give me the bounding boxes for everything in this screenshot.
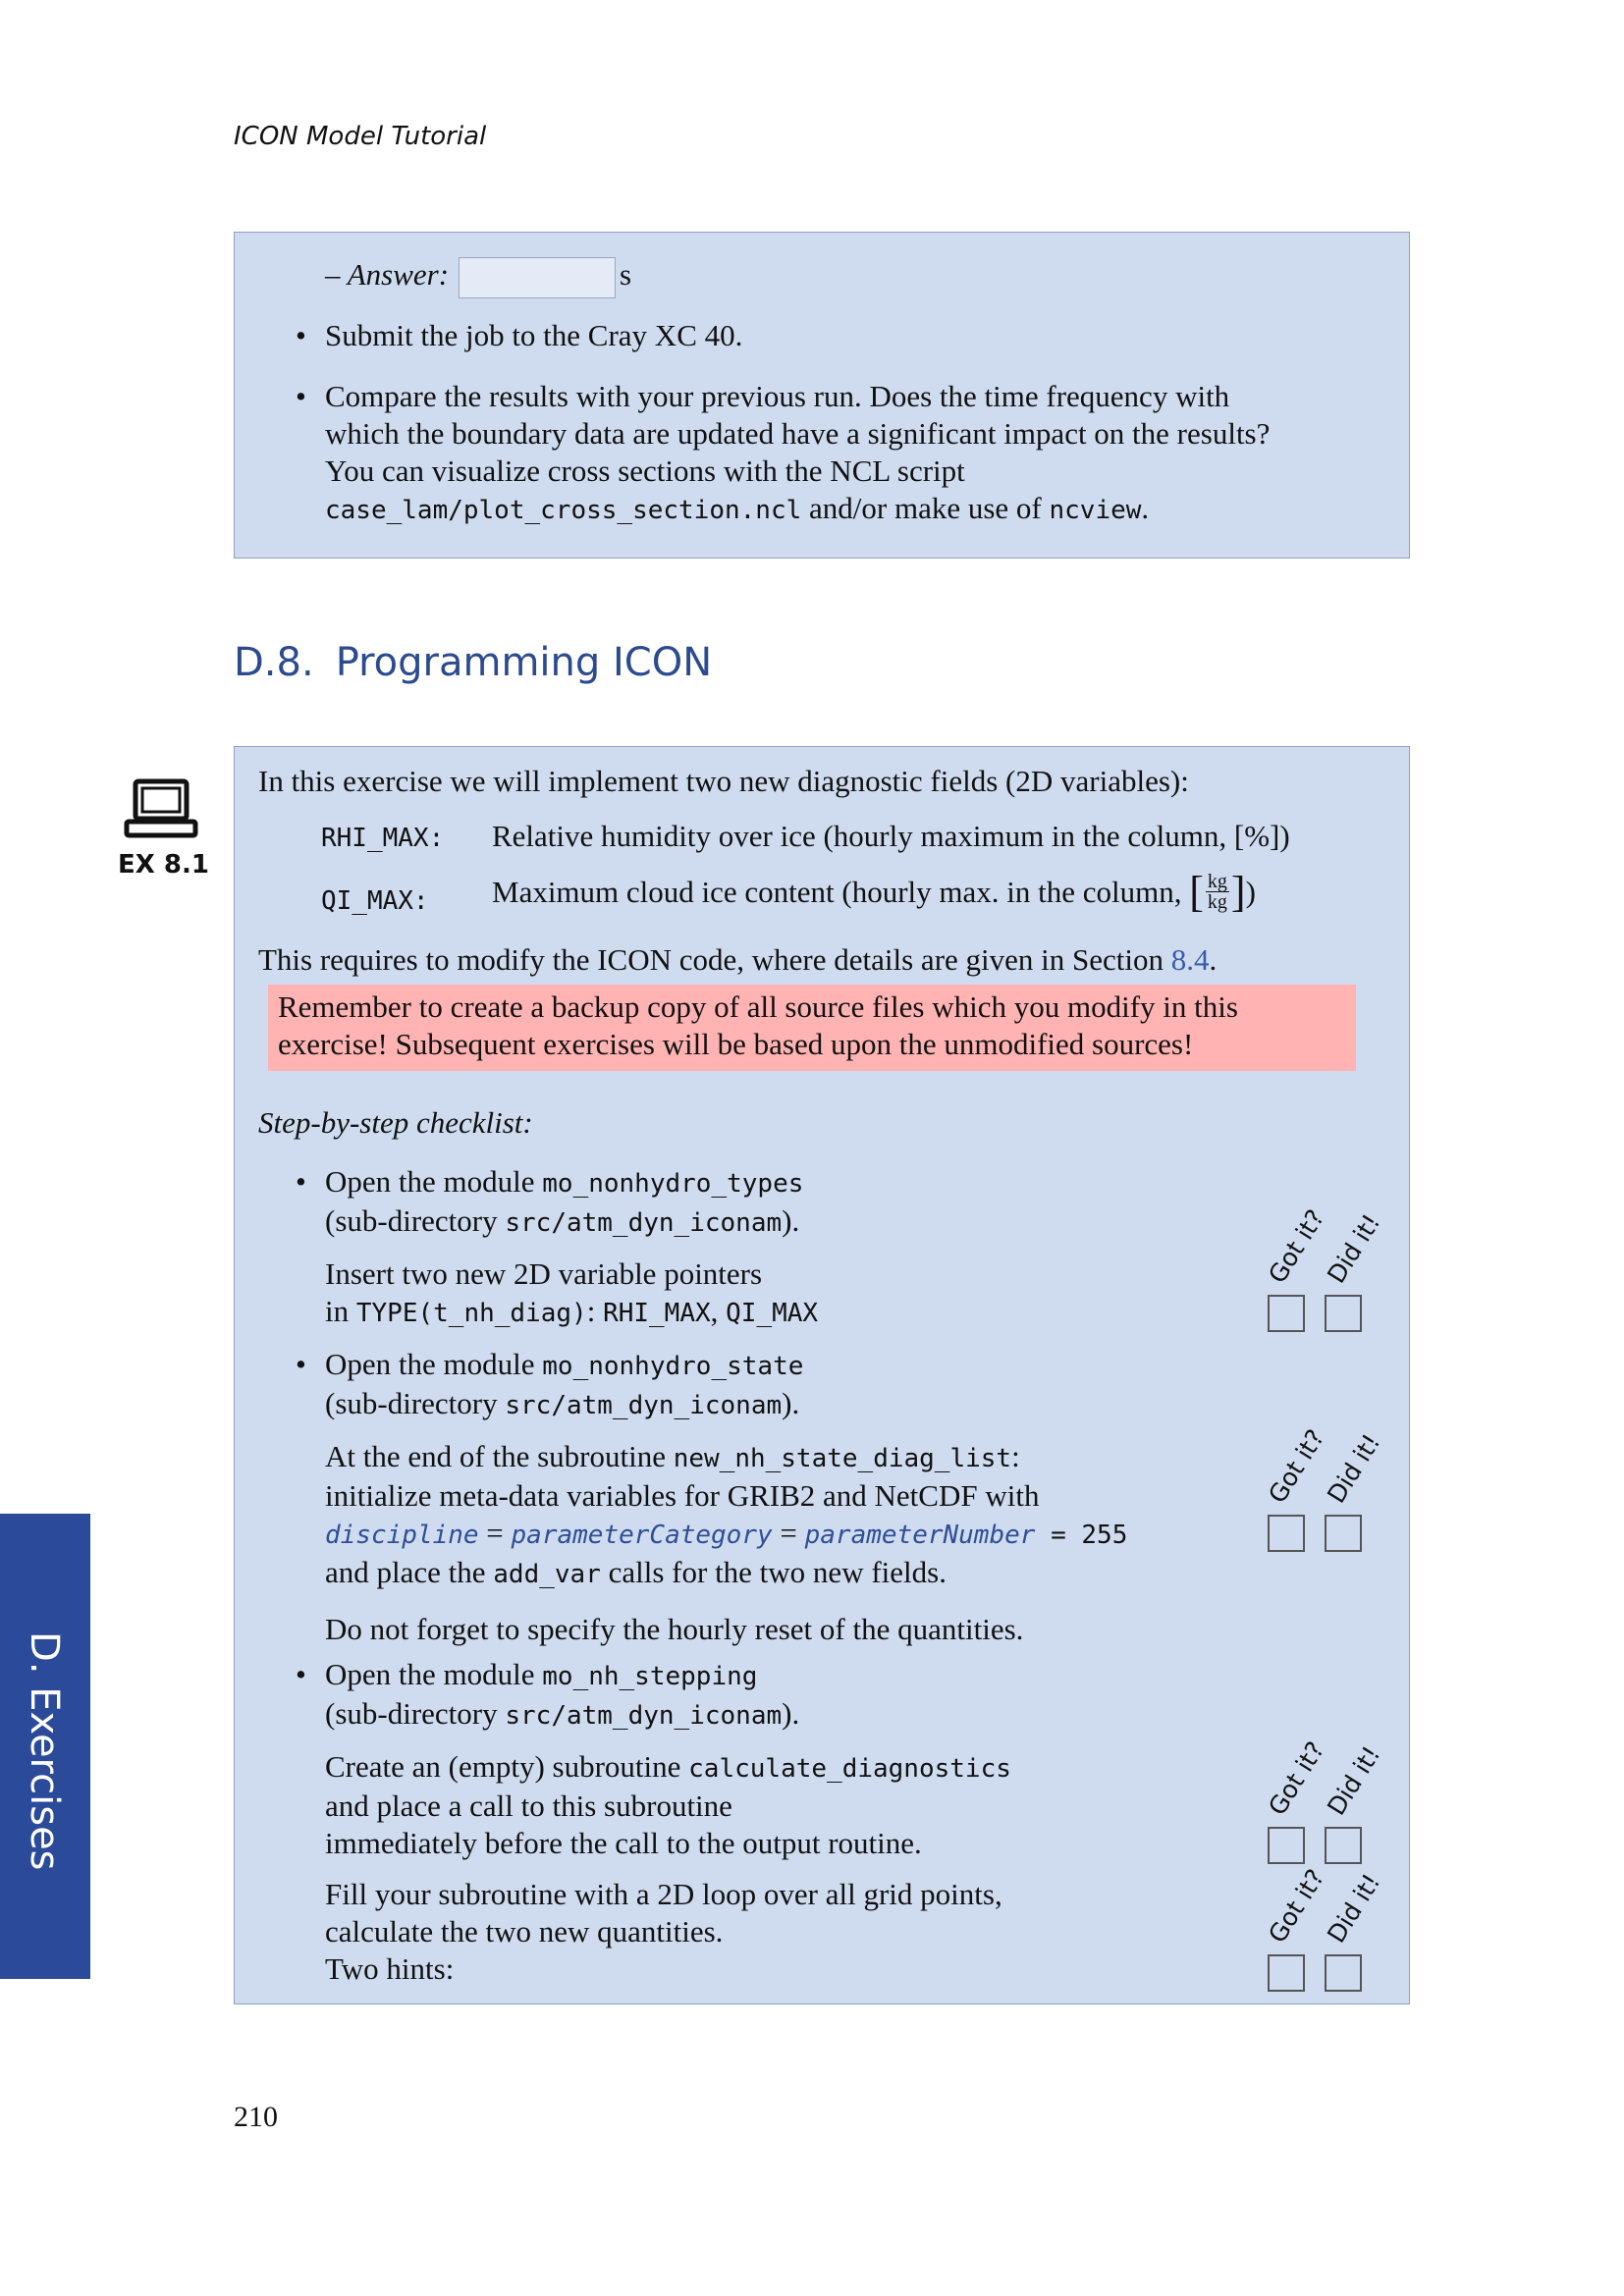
unit-numerator: kg	[1207, 871, 1227, 893]
step-text: initialize meta-data variables for GRIB2 and NetCDF with	[325, 1478, 1040, 1513]
step-text: Open the module	[325, 1164, 543, 1199]
step-text: Fill your subroutine with a 2D loop over all grid points,	[325, 1877, 1002, 1911]
running-header: ICON Model Tutorial	[234, 122, 487, 151]
section-heading: Programming ICON	[335, 640, 713, 685]
grib-value: = 255	[1035, 1521, 1128, 1550]
var1-row	[321, 818, 444, 857]
step-text: calculate the two new quantities.	[325, 1914, 724, 1949]
exercise-box-continued	[234, 232, 1410, 559]
var1-name: RHI_MAX:	[321, 824, 445, 853]
got-it-label: Got it?	[1263, 1204, 1330, 1289]
list-item	[296, 317, 743, 354]
step-text: =	[772, 1516, 805, 1550]
page-number: 210	[234, 2101, 278, 2133]
did-it-checkbox[interactable]	[1325, 1295, 1362, 1332]
got-it-checkbox[interactable]	[1268, 1827, 1305, 1864]
warning-text	[278, 988, 1348, 1063]
step-text: (sub-directory	[325, 1203, 506, 1238]
directory-name: src/atm_dyn_iconam	[505, 1701, 783, 1731]
directory-name: src/atm_dyn_iconam	[505, 1208, 783, 1238]
did-it-label: Did it!	[1322, 1208, 1386, 1289]
bullet-text: .	[1141, 491, 1150, 525]
requires-text	[258, 941, 1217, 979]
section-link[interactable]: 8.4	[1170, 942, 1210, 977]
step-text: =	[478, 1516, 512, 1550]
checklist-item	[296, 1346, 1128, 1648]
step-text: Do not forget to specify the hourly reset of the quantities.	[325, 1612, 1024, 1646]
intro-text: In this exercise we will implement two new diagnostic fields (2D variables):	[258, 764, 1189, 798]
bullet-icon: •	[296, 1164, 306, 1199]
bullet-text: which the boundary data are updated have a significant impact on the results?	[325, 416, 1271, 451]
checklist-title: Step-by-step checklist:	[258, 1105, 533, 1140]
did-it-checkbox[interactable]	[1325, 1515, 1362, 1552]
chapter-tab-label: D. Exercises	[22, 1631, 67, 1871]
directory-name: src/atm_dyn_iconam	[505, 1391, 783, 1420]
got-it-label: Got it?	[1263, 1864, 1330, 1949]
step-text: and place the	[325, 1555, 494, 1589]
step-text: At the end of the subroutine	[325, 1439, 674, 1473]
step-text: Create an (empty) subroutine	[325, 1749, 689, 1784]
did-it-label: Did it!	[1322, 1868, 1386, 1949]
bullet-text: Submit the job to the Cray XC 40.	[325, 318, 743, 352]
answer-unit: s	[620, 257, 632, 292]
step-text: ).	[782, 1203, 800, 1238]
step-text: ,	[710, 1294, 727, 1328]
got-it-label: Got it?	[1263, 1736, 1330, 1821]
bullet-icon: •	[296, 1657, 306, 1691]
subroutine-name: calculate_diagnostics	[688, 1754, 1011, 1784]
did-it-checkbox[interactable]	[1325, 1827, 1362, 1864]
step-text: Open the module	[325, 1347, 543, 1381]
requires-end: .	[1209, 942, 1218, 977]
grib-key: parameterNumber	[804, 1521, 1036, 1550]
bullet-icon: •	[296, 379, 306, 413]
bullet-icon: •	[296, 1347, 306, 1381]
bullet-text: You can visualize cross sections with the NCL script	[325, 454, 965, 488]
step-text: ).	[782, 1386, 800, 1420]
chapter-side-tab	[0, 1514, 90, 1979]
step-text: and place a call to this subroutine	[325, 1789, 732, 1823]
section-title	[234, 640, 712, 685]
got-it-label: Got it?	[1263, 1424, 1330, 1509]
bullet-text: Compare the results with your previous run. Does the time frequency with	[325, 379, 1230, 413]
var2-close: )	[1245, 874, 1256, 909]
step-text: Open the module	[325, 1657, 543, 1691]
list-item	[296, 378, 1385, 529]
got-it-checkbox[interactable]	[1268, 1954, 1305, 1992]
step-text: :	[1011, 1439, 1020, 1473]
section-number: D.8.	[234, 640, 314, 685]
code-tool: ncview	[1049, 496, 1142, 525]
step-text: ).	[782, 1696, 800, 1731]
did-it-label: Did it!	[1322, 1740, 1386, 1821]
computer-icon	[124, 778, 198, 839]
var2-name: QI_MAX:	[321, 886, 429, 916]
unit-denominator: kg	[1207, 891, 1227, 914]
step-text: calls for the two new fields.	[600, 1555, 947, 1589]
module-name: mo_nonhydro_state	[542, 1352, 804, 1381]
requires-body: This requires to modify the ICON code, where details are given in Section	[258, 942, 1171, 977]
var2-row	[321, 881, 429, 920]
did-it-label: Did it!	[1322, 1428, 1386, 1509]
variable-name: QI_MAX	[726, 1299, 819, 1328]
type-name: TYPE(t_nh_diag)	[355, 1299, 587, 1328]
module-name: mo_nh_stepping	[542, 1662, 758, 1691]
exercise-box	[234, 746, 1410, 2004]
step-text: Insert two new 2D variable pointers	[325, 1256, 763, 1291]
checklist-item	[296, 1163, 819, 1332]
unit-fraction	[1206, 872, 1229, 912]
checklist-item	[296, 1656, 1011, 1988]
step-text: (sub-directory	[325, 1386, 506, 1420]
got-it-checkbox[interactable]	[1268, 1515, 1305, 1552]
module-name: mo_nonhydro_types	[542, 1169, 804, 1199]
subroutine-name: new_nh_state_diag_list	[673, 1444, 1012, 1473]
step-text: :	[586, 1294, 604, 1328]
step-text: in	[325, 1294, 356, 1328]
warning-line: exercise! Subsequent exercises will be based upon the unmodified sources!	[278, 1027, 1194, 1061]
warning-line: Remember to create a backup copy of all source files which you modify in this	[278, 989, 1238, 1024]
answer-line	[325, 256, 631, 298]
bullet-icon: •	[296, 318, 306, 352]
answer-label: – Answer:	[325, 257, 450, 292]
var2-desc-row: Maximum cloud ice content (hourly max. in the column, [ $\frac{kg}{kg}$])	[492, 867, 1256, 916]
step-text: Two hints:	[325, 1951, 455, 1986]
did-it-checkbox[interactable]	[1325, 1954, 1362, 1992]
exercise-label: EX 8.1	[118, 850, 209, 880]
step-text: (sub-directory	[325, 1696, 506, 1731]
answer-input[interactable]	[459, 257, 616, 298]
step-text: immediately before the call to the output routine.	[325, 1826, 922, 1860]
grib-key: discipline	[325, 1521, 479, 1550]
var1-desc: Relative humidity over ice (hourly maximum in the column, [%])	[492, 819, 1290, 853]
var2-desc: Maximum cloud ice content (hourly max. in the column,	[492, 874, 1182, 909]
grib-key: parameterCategory	[511, 1521, 773, 1550]
routine-name: add_var	[493, 1560, 601, 1589]
code-path: case_lam/plot_cross_section.ncl	[325, 496, 802, 525]
bullet-text: and/or make use of	[801, 491, 1050, 525]
got-it-checkbox[interactable]	[1268, 1295, 1305, 1332]
variable-name: RHI_MAX	[603, 1299, 711, 1328]
